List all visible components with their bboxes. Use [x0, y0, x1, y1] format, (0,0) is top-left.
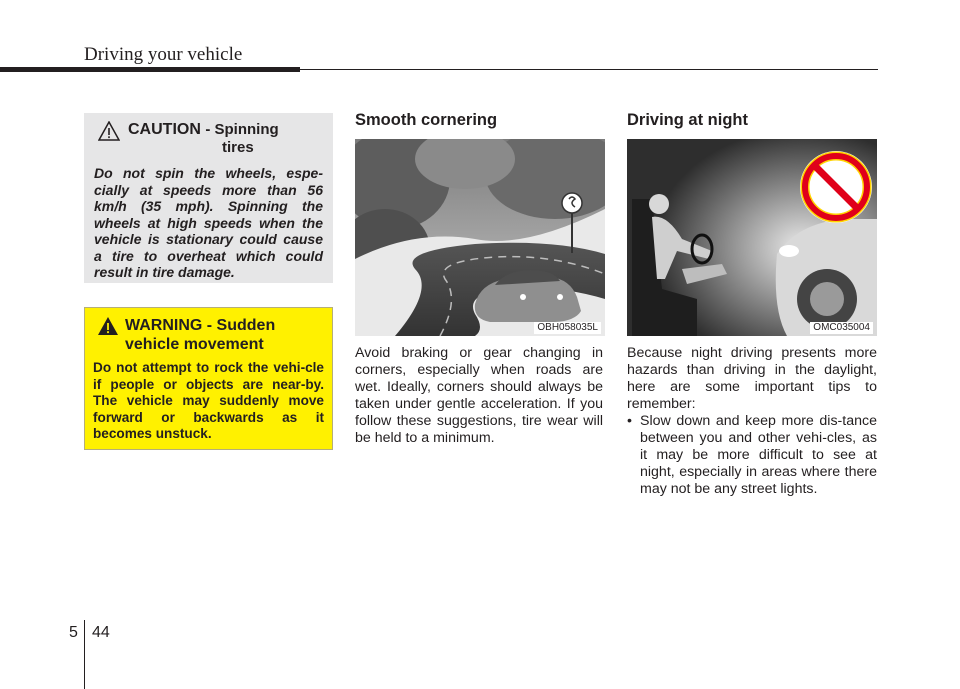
driving-at-night-title: Driving at night	[627, 111, 748, 129]
smooth-cornering-text: Avoid braking or gear changing in corners, especially when roads are wet. Ideally, corners should always be taken under gentle acceleration. If you follow these suggestions, tire wear will be held to a minimum.	[355, 345, 603, 446]
night-tip-text: Slow down and keep more dis-tance between you and other vehi-cles, as it may be more difficult to see at night, especially in areas where there may not be any street lights.	[640, 413, 877, 497]
cornering-illustration	[355, 139, 605, 336]
header-rule-thick	[0, 67, 300, 72]
caution-subtitle-2: tires	[222, 139, 254, 156]
caution-heading	[94, 121, 323, 157]
caution-body: Do not spin the wheels, espe-cially at speeds more than 56 km/h (35 mph). Spinning the wheels at high speeds when the vehicle is stationary could cause a tire to overheat which could result in tire damage.	[94, 165, 323, 280]
caution-box	[84, 113, 333, 283]
warning-triangle-icon	[97, 316, 119, 336]
night-figure-code: OMC035004	[810, 322, 873, 334]
warning-heading	[93, 316, 324, 354]
page-number: 44	[92, 624, 110, 641]
warning-box	[84, 307, 333, 450]
warning-label: WARNING	[125, 317, 203, 334]
warning-subtitle-2: vehicle movement	[125, 336, 264, 353]
page-header-title: Driving your vehicle	[84, 44, 243, 65]
bullet-dot: •	[627, 413, 632, 429]
cornering-scene-image	[355, 139, 605, 336]
night-driving-illustration	[627, 139, 877, 336]
smooth-cornering-title: Smooth cornering	[355, 111, 498, 129]
night-tip-bullet	[627, 413, 877, 498]
footer-divider	[84, 620, 85, 689]
caution-subtitle-1: - Spinning	[205, 121, 279, 138]
caution-label: CAUTION	[128, 121, 201, 138]
chapter-number: 5	[69, 624, 78, 641]
caution-triangle-icon	[98, 121, 120, 141]
warning-subtitle-1: - Sudden	[206, 317, 276, 334]
driving-at-night-text: Because night driving presents more hazards than driving in the daylight, here are some important tips to remember:	[627, 345, 877, 412]
header-rule-thin	[300, 69, 878, 70]
cornering-figure-code: OBH058035L	[534, 322, 601, 334]
warning-body: Do not attempt to rock the vehi-cle if people or objects are near-by. The vehicle may suddenly move forward or backwards as it becomes unstuck.	[93, 360, 324, 441]
night-scene-image	[627, 139, 877, 336]
